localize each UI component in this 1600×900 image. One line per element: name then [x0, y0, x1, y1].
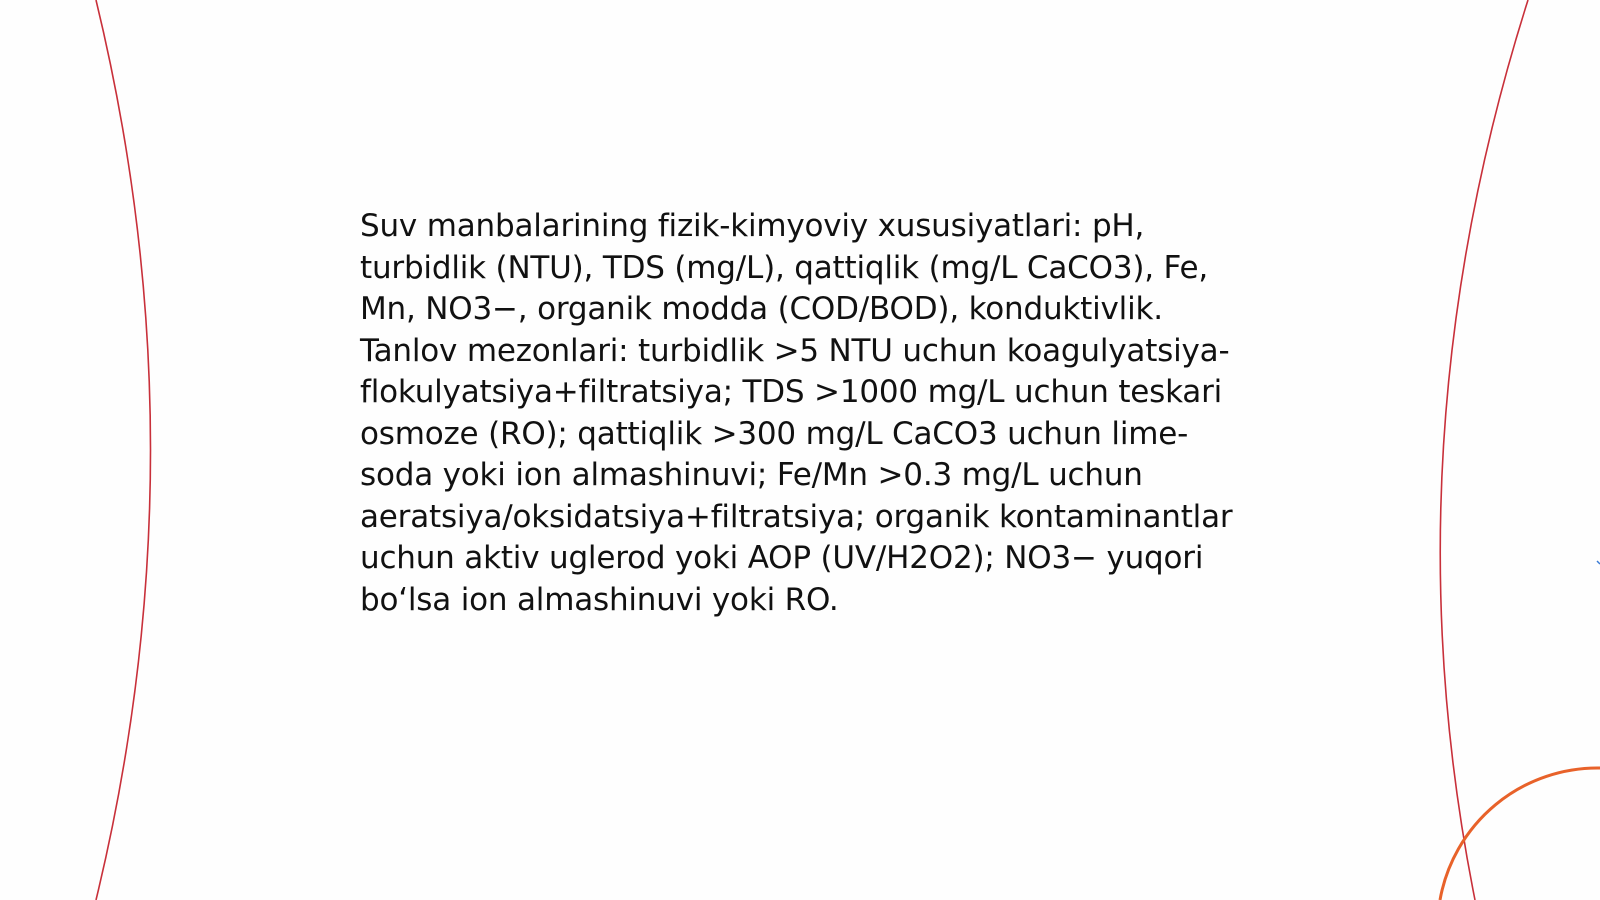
right-curve-line	[1440, 0, 1528, 900]
accent-arc	[1440, 768, 1600, 900]
left-curve-line	[96, 0, 151, 900]
slide-body-text: Suv manbalarining fizik-kimyoviy xususiyatlari: pH, turbidlik (NTU), TDS (mg/L), qattiqlik (mg/L CaCO3), Fe, Mn, NO3−, organik modda (COD/BOD), konduktivlik. Tanlov mezonlari: turbidlik >5 NTU uchun koagulyatsiya-flokulyatsiya+filtratsiya; TDS >1000 mg/L uchun teskari osmoze (RO); qattiqlik >300 mg/L CaCO3 uchun lime-soda yoki ion almashinuvi; Fe/Mn >0.3 mg/L uchun aeratsiya/oksidatsiya+filtratsiya; organik kontaminantlar uchun aktiv uglerod yoki AOP (UV/H2O2); NO3− yuqori bo‘lsa ion almashinuvi yoki RO.	[360, 208, 1233, 618]
